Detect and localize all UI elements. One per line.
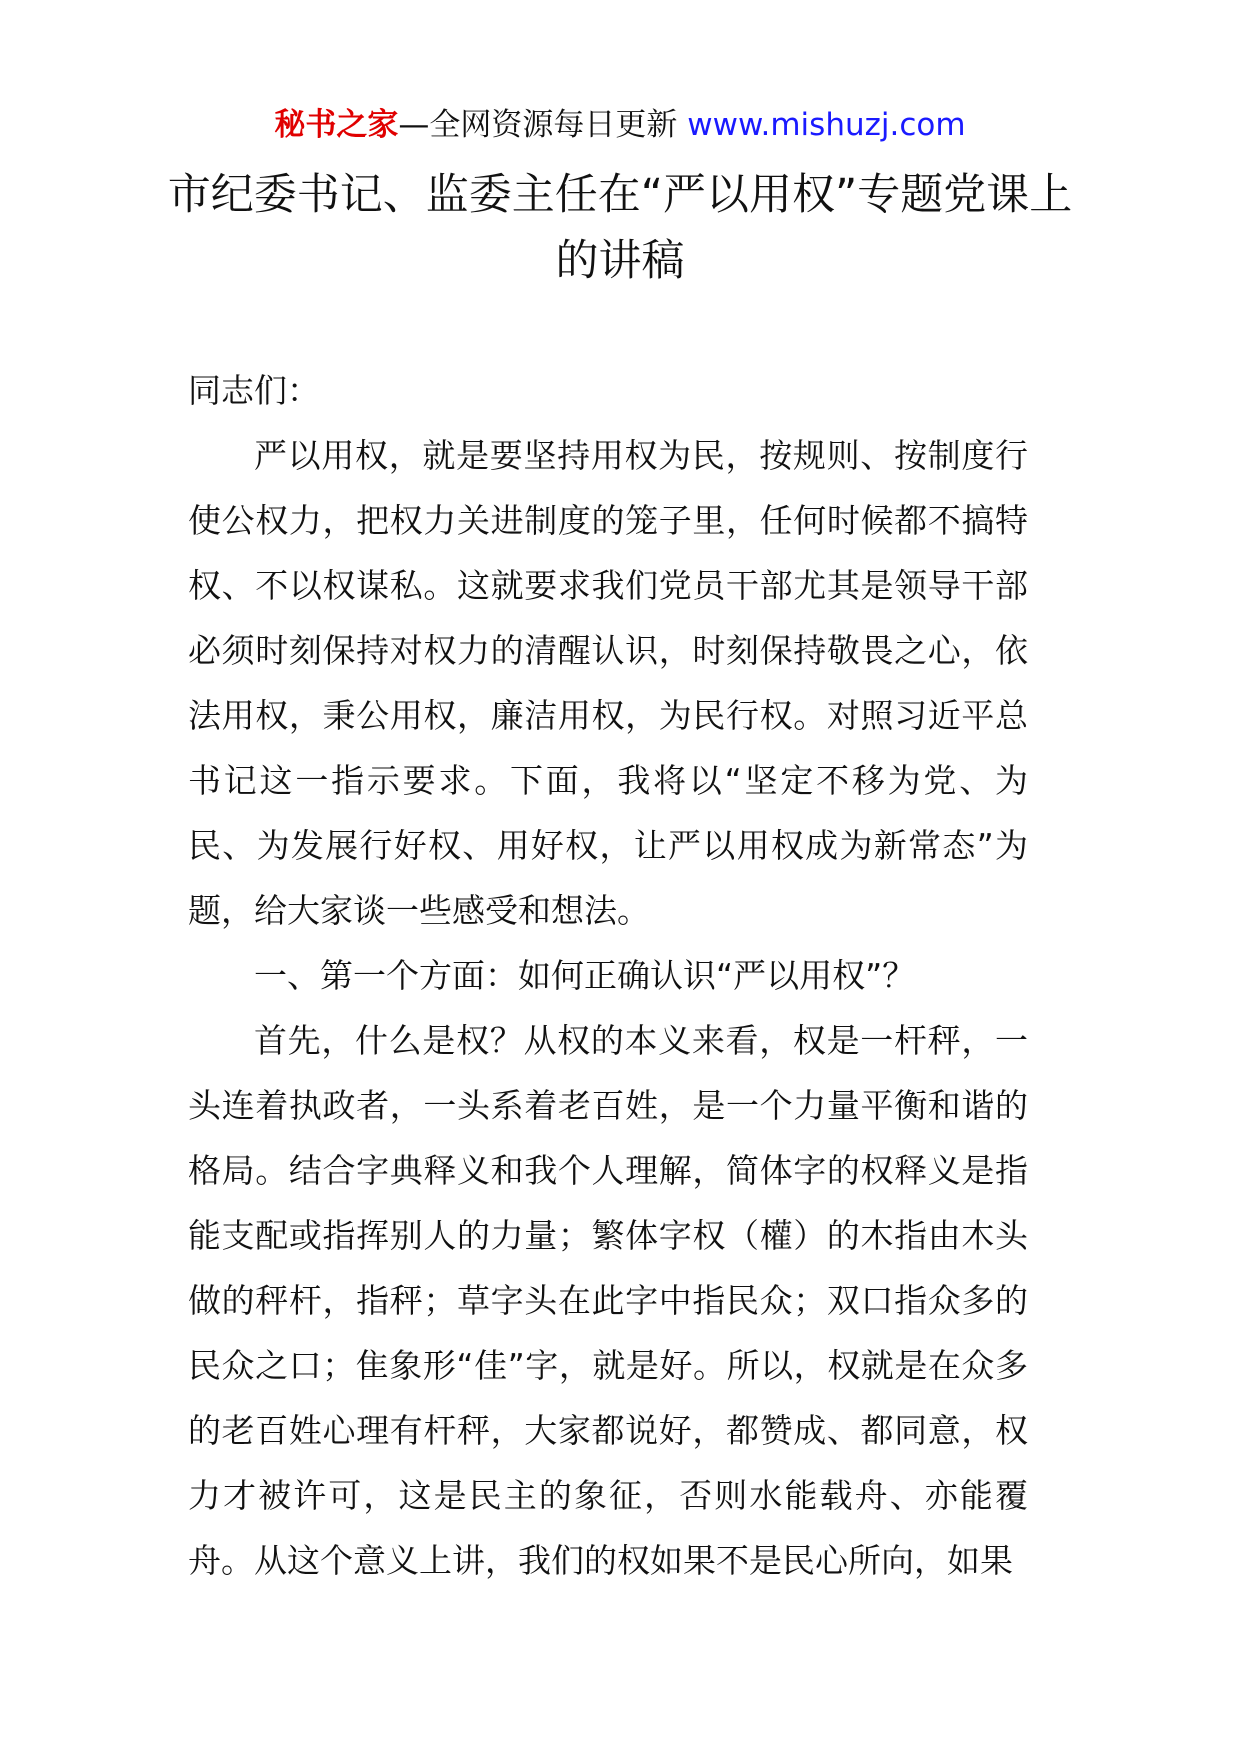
salutation: 同志们： bbox=[188, 371, 320, 410]
paragraph-power-meaning: 首先，什么是权？从权的本义来看，权是一杆秤，一头连着执政者，一头系着老百姓，是一个力量平衡和谐的格局。结合字典释义和我个人理解，简体字的权释义是指能支配或指挥别人的力量；繁体字权（權）的木指由木头做的秤杆，指秤；草字头在此字中指民众；双口指众多的民众之口；隹象形“佳”字，就是好。所以，权就是在众多的老百姓心理有杆秤，大家都说好，都赞成、都同意，权力才被许可，这是民主的象征，否则水能载舟、亦能覆舟。从这个意义上讲，我们的权如果不是民心所向，如果 bbox=[188, 1021, 1028, 1580]
site-url[interactable]: www.mishuzj.com bbox=[687, 107, 966, 143]
site-tagline: —全网资源每日更新 bbox=[398, 107, 678, 143]
site-brand: 秘书之家 bbox=[274, 107, 399, 143]
paragraph-intro: 严以用权，就是要坚持用权为民，按规则、按制度行使公权力，把权力关进制度的笼子里，任何时候都不搞特权、不以权谋私。这就要求我们党员干部尤其是领导干部必须时刻保持对权力的清醒认识，时刻保持敬畏之心，依法用权，秉公用权，廉洁用权，为民行权。对照习近平总书记这一指示要求。下面，我将以“坚定不移为党、为民、为发展行好权、用好权，让严以用权成为新常态”为题，给大家谈一些感受和想法。 bbox=[188, 436, 1028, 930]
section-heading: 一、第一个方面：如何正确认识“严以用权”？ bbox=[254, 956, 916, 995]
document-title: 市纪委书记、监委主任在“严以用权”专题党课上的讲稿 bbox=[167, 170, 1073, 286]
site-banner bbox=[0, 100, 1240, 150]
document-body bbox=[188, 358, 1028, 1593]
